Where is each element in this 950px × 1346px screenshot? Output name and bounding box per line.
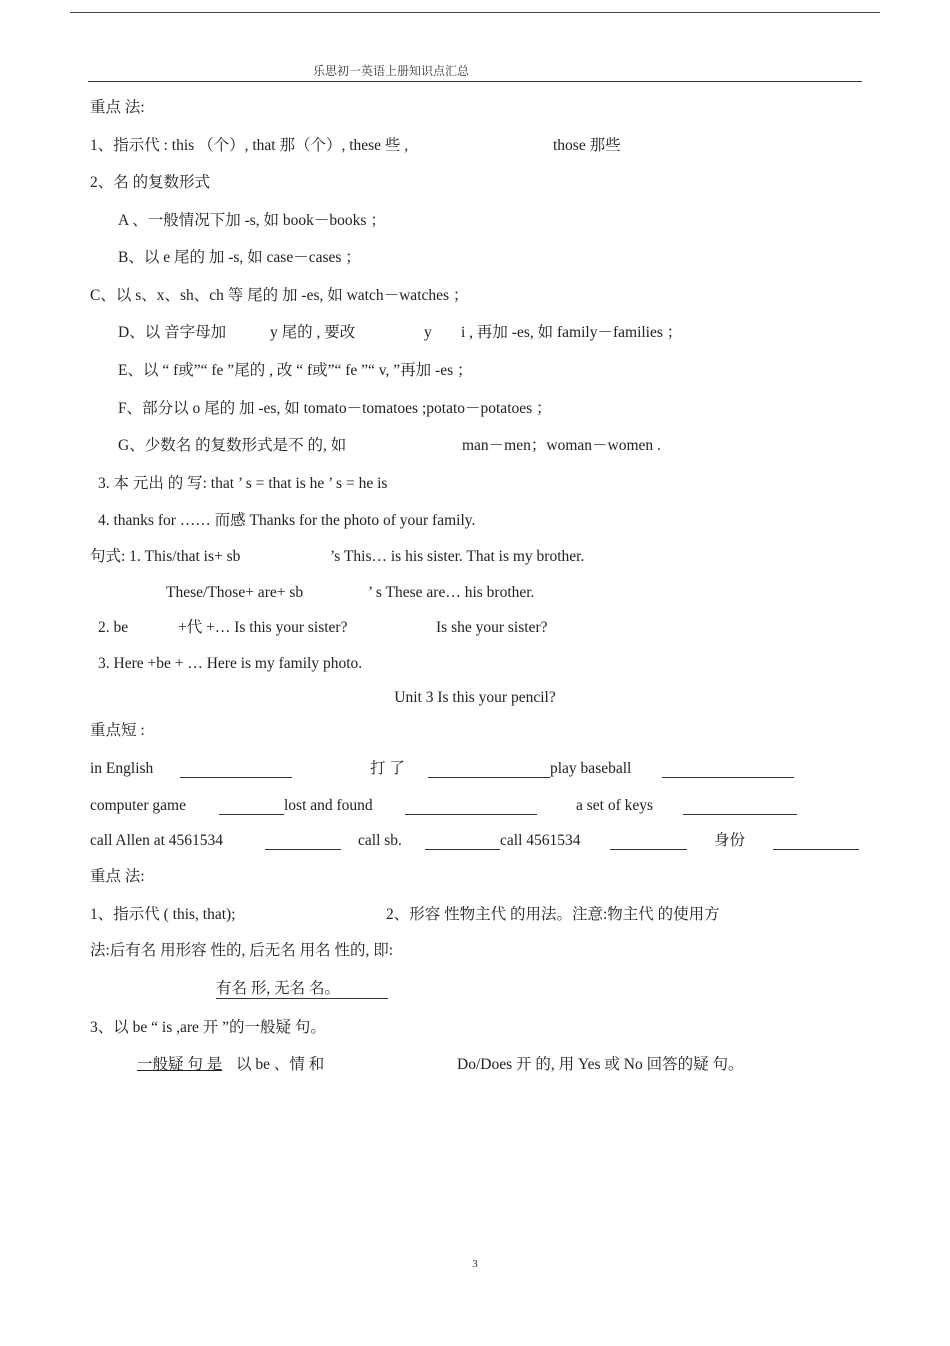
phrases-heading: 重点短 : — [90, 722, 145, 739]
line-demonstratives-those: those 那些 — [553, 137, 621, 154]
rule-d-part1: D、以 音字母加 — [118, 324, 227, 341]
mnemonic-underline — [216, 998, 388, 999]
pattern-2-b: +代 +… Is this your sister? — [178, 619, 348, 636]
phrase-computer-game: computer game — [90, 797, 186, 814]
grammar-line-4b: Do/Does 开 的, 用 Yes 或 No 回答的疑 句。 — [457, 1056, 744, 1073]
line-demonstratives: 1、指示代 : this （个）, that 那（个）, these 些 , — [90, 137, 409, 154]
grammar-line-1a: 1、指示代 ( this, that); — [90, 906, 236, 923]
line-noun-plural: 2、名 的复数形式 — [90, 174, 211, 191]
rule-c: C、以 s、x、sh、ch 等 尾的 加 -es, 如 watch－watches ； — [90, 287, 469, 304]
line-abbreviations: 3. 本 元出 的 写: that ’ s = that is he ’ s = he is — [98, 475, 388, 492]
grammar-rule-mnemonic: 有名 形, 无名 名。 — [216, 980, 341, 997]
answer-blank[interactable] — [265, 849, 341, 850]
rule-b: B、以 e 尾的 加 -s, 如 case－cases ； — [118, 249, 361, 266]
answer-blank[interactable] — [180, 777, 292, 778]
phrase-set-of-keys: a set of keys — [576, 797, 654, 814]
answer-blank[interactable] — [405, 814, 537, 815]
phrase-call-number: call 4561534 — [500, 832, 581, 849]
section-heading-grammar: 重点 法: — [90, 99, 145, 116]
rule-f: F、部分以 o 尾的 加 -es, 如 tomato－tomatoes ;potato－potatoes ； — [118, 400, 552, 417]
rule-a: A 、一般情况下加 -s, 如 book－books ； — [118, 212, 386, 229]
answer-blank[interactable] — [425, 849, 500, 850]
pattern-2-c: Is she your sister? — [436, 619, 548, 636]
answer-blank[interactable] — [683, 814, 797, 815]
top-rule — [70, 12, 880, 13]
rule-d-part3: y — [424, 324, 432, 341]
answer-blank[interactable] — [428, 777, 550, 778]
page-number: 3 — [472, 1258, 478, 1270]
header-rule — [88, 81, 862, 82]
pattern-these-a: These/Those+ are+ sb — [166, 584, 304, 601]
section-heading-grammar-2: 重点 法: — [90, 868, 145, 885]
phrase-call-allen: call Allen at 4561534 — [90, 832, 224, 849]
phrase-identity: 身份 — [714, 832, 746, 849]
pattern-1-b: ’s This… is his sister. That is my brother. — [330, 548, 585, 565]
answer-blank[interactable] — [219, 814, 284, 815]
grammar-line-4a: 以 be 、情 和 — [236, 1056, 325, 1073]
rule-g-examples: man－men；woman－women . — [462, 437, 661, 454]
rule-d-part4: i , 再加 -es, 如 family－families ； — [461, 324, 683, 341]
phrase-in-english: in English — [90, 760, 154, 777]
grammar-line-2: 法:后有名 用形容 性的, 后无名 用名 性的, 即: — [90, 942, 394, 959]
phrase-cn: 打 了 — [370, 760, 405, 777]
phrase-play-baseball: play baseball — [550, 760, 632, 777]
unit-title: Unit 3 Is this your pencil? — [394, 689, 556, 706]
rule-g: G、少数名 的复数形式是不 的, 如 — [118, 437, 347, 454]
answer-blank[interactable] — [610, 849, 687, 850]
pattern-these-b: ’ s These are… his brother. — [368, 584, 535, 601]
rule-e: E、以 “ f或”“ fe ”尾的 , 改 “ f或”“ fe ”“ v, ”再加 -es ； — [118, 362, 473, 379]
pattern-3: 3. Here +be + … Here is my family photo. — [98, 655, 363, 672]
answer-blank[interactable] — [773, 849, 859, 850]
grammar-line-3: 3、以 be “ is ,are 开 ”的一般疑 句。 — [90, 1019, 326, 1036]
pattern-2-a: 2. be — [98, 619, 129, 636]
line-thanks-for: 4. thanks for …… 而感 Thanks for the photo of your family. — [98, 512, 476, 529]
grammar-line-4-underlined: 一般疑 句 是 — [137, 1056, 223, 1073]
pattern-1-a: 句式: 1. This/that is+ sb — [90, 548, 241, 565]
running-header: 乐思初一英语上册知识点汇总 — [313, 64, 470, 78]
phrase-call-sb: call sb. — [358, 832, 402, 849]
rule-d-part2: y 尾的 , 要改 — [270, 324, 356, 341]
answer-blank[interactable] — [662, 777, 794, 778]
grammar-line-1b: 2、形容 性物主代 的用法。注意:物主代 的使用方 — [386, 906, 720, 923]
phrase-lost-and-found: lost and found — [284, 797, 373, 814]
